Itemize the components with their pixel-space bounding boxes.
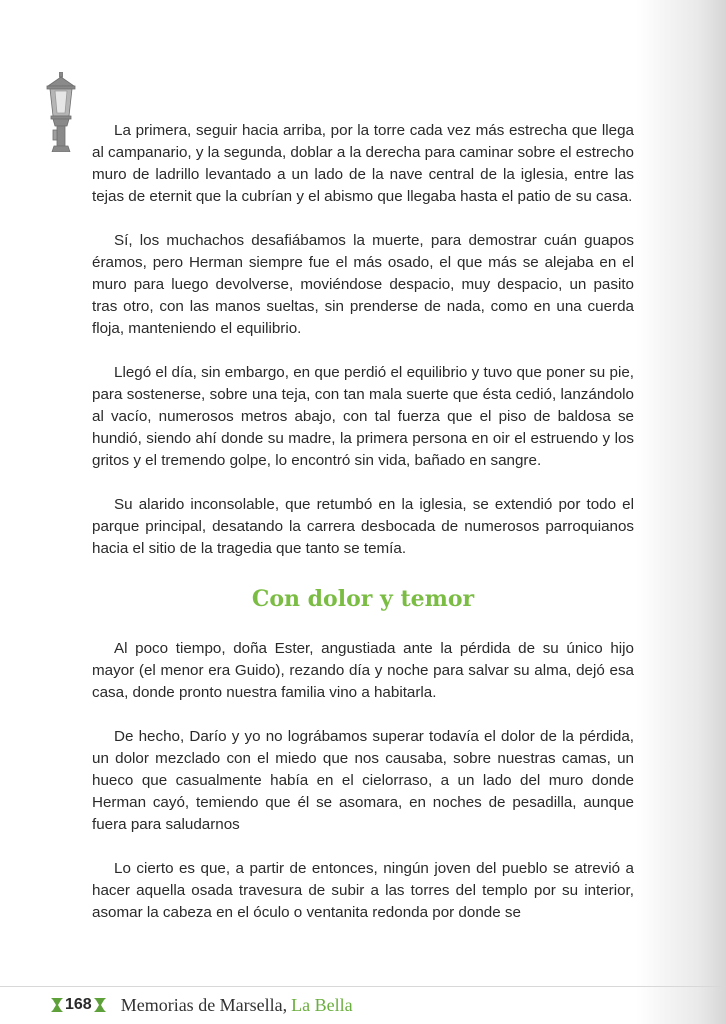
section-heading: Con dolor y temor xyxy=(251,586,475,612)
x-ornament-icon xyxy=(93,997,107,1013)
book-title: Memorias de Marsella, xyxy=(120,994,288,1015)
paragraph: Lo cierto es que, a partir de entonces, ningún joven del pueblo se atrevió a hacer aquella osada travesura de subir a las torres del templo por su interior, asomar la cabeza en el óculo o ventanita redonda por donde se xyxy=(92,860,634,921)
paragraph: De hecho, Darío y yo no lográbamos superar todavía el dolor de la pérdida, un dolor mezclado con el miedo que nos causaba, sobre nuestras camas, un hueco que casualmente había en el cielorraso, a un lado del muro donde Herman cayó, temiendo que él se asomara, en noches de pesadilla, aunque fuera para saludarnos xyxy=(92,728,634,833)
page-number-block xyxy=(50,996,107,1014)
paragraph: Sí, los muchachos desafiábamos la muerte, para demostrar cuán guapos éramos, pero Herman siempre fue el más osado, el que más se alejaba en el muro para luego devolverse, moviéndose despacio, muy despacio, un pasito tras otro, con las manos sueltas, sin prenderse de nada, como en una cuerda floja, manteniendo el equilibrio. xyxy=(92,232,634,337)
page-number: 168 xyxy=(65,996,92,1013)
x-ornament-icon xyxy=(50,997,64,1013)
paragraph: Llegó el día, sin embargo, en que perdió el equilibrio y tuvo que poner su pie, para sostenerse, sobre una teja, con tan mala suerte que ésta cedió, lanzándolo al vacío, numerosos metros abajo, con tal fuerza que el piso de baldosa se hundió, siendo ahí donde su madre, la primera persona en oir el estruendo y los gritos y el tremendo golpe, lo encontró sin vida, bañado en sangre. xyxy=(92,364,634,469)
street-lamp-icon xyxy=(44,72,78,152)
paragraph: Su alarido inconsolable, que retumbó en la iglesia, se extendió por todo el parque principal, desatando la carrera desbocada de numerosos parroquianos hacia el sitio de la tragedia que tanto se temía. xyxy=(92,496,634,557)
book-subtitle: La Bella xyxy=(291,994,353,1015)
page-body xyxy=(92,120,634,946)
page-footer xyxy=(50,992,353,1018)
paragraph: La primera, seguir hacia arriba, por la torre cada vez más estrecha que llega al campanario, y la segunda, doblar a la derecha para caminar sobre el estrecho muro de ladrillo levantado a un lado de la nave central de la iglesia, entre las tejas de eternit que la cubrían y el abismo que llegaba hasta el patio de su casa. xyxy=(92,122,635,205)
page-edge-shadow xyxy=(636,0,726,1024)
footer-divider xyxy=(0,986,726,987)
paragraph: Al poco tiempo, doña Ester, angustiada ante la pérdida de su único hijo mayor (el menor era Guido), rezando día y noche para salvar su alma, dejó esa casa, donde pronto nuestra familia vino a habitarla. xyxy=(92,640,634,701)
